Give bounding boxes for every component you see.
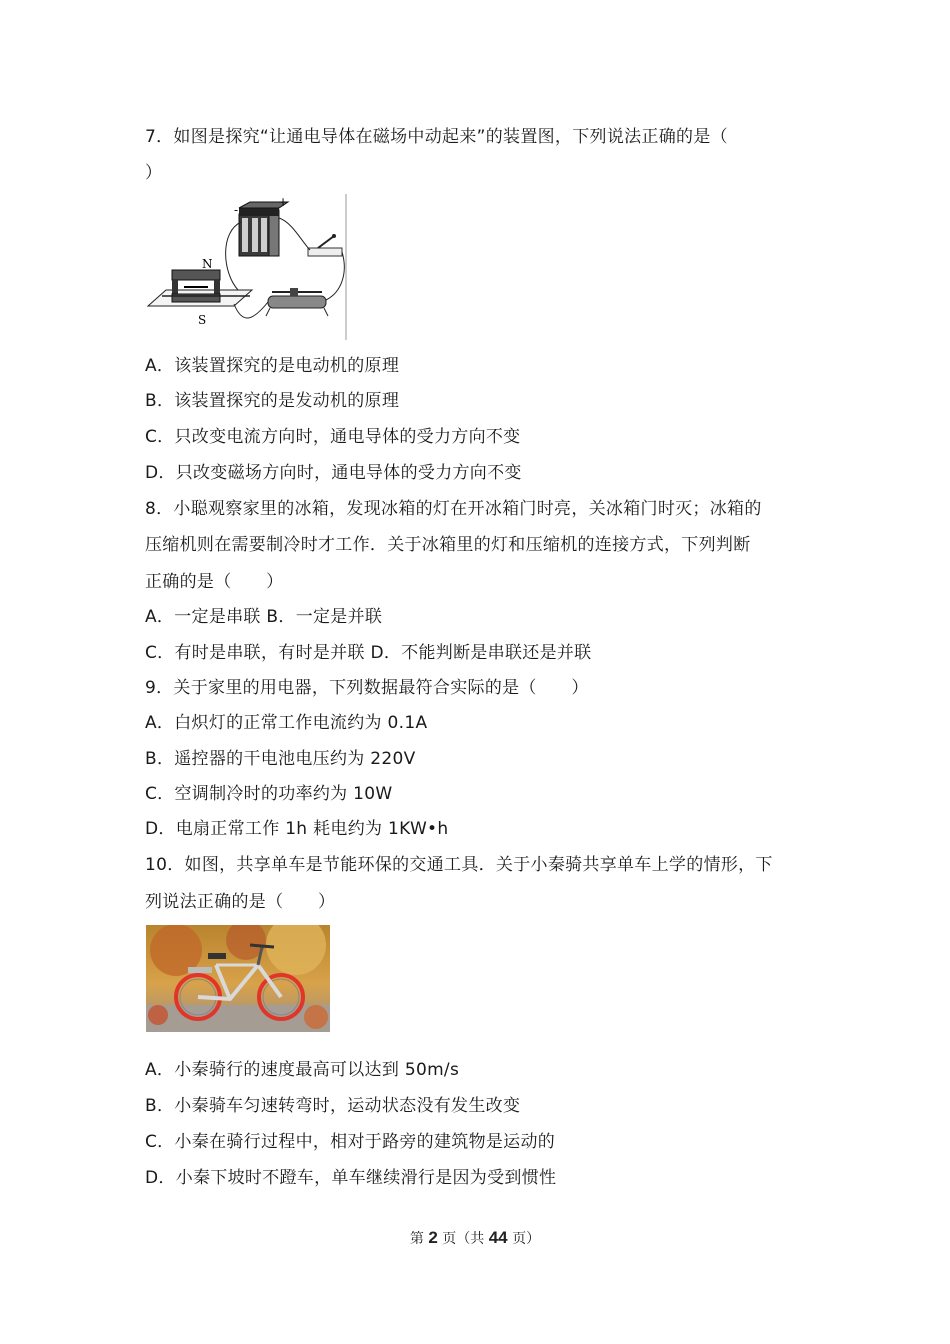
page-footer [0,1228,950,1248]
q8-stem-line1: 8．小聪观察家里的冰箱，发现冰箱的灯在开冰箱门时亮，关冰箱门时灭；冰箱的 [145,499,762,519]
q10-stem-line1: 10．如图，共享单车是节能环保的交通工具．关于小秦骑共享单车上学的情形，下 [145,855,773,875]
q9-option-c: C．空调制冷时的功率约为 10W [145,784,393,804]
footer-prefix: 第 [409,1231,429,1247]
minus-label: - [234,203,239,217]
switch-icon [308,234,342,256]
q10-option-b: B．小秦骑车匀速转弯时，运动状态没有发生改变 [145,1096,521,1116]
q10-option-c: C．小秦在骑行过程中，相对于路旁的建筑物是运动的 [145,1132,556,1152]
q7-option-c: C．只改变电流方向时，通电导体的受力方向不变 [145,427,521,447]
q10-stem-line2: 列说法正确的是（ ） [145,892,336,912]
battery-icon [239,202,288,256]
q7-apparatus-figure [142,192,352,342]
south-label: S [198,313,207,327]
plus-label: + [278,195,289,209]
q7-option-b: B．该装置探究的是发动机的原理 [145,391,400,411]
rheostat-icon [266,288,328,316]
footer-suffix: 页） [507,1231,541,1247]
footer-mid: 页（共 [437,1231,489,1247]
q7-option-d: D．只改变磁场方向时，通电导体的受力方向不变 [145,463,522,483]
q8-options-line2: C．有时是串联，有时是并联 D．不能判断是串联还是并联 [145,643,592,663]
footer-total-pages: 44 [488,1228,508,1247]
footer-page-number: 2 [428,1228,438,1247]
q7-option-a: A．该装置探究的是电动机的原理 [145,356,400,376]
q9-option-a: A．白炽灯的正常工作电流约为 0.1A [145,713,428,733]
q9-option-b: B．遥控器的干电池电压约为 220V [145,749,416,769]
q8-stem-line2: 压缩机则在需要制冷时才工作．关于冰箱里的灯和压缩机的连接方式，下列判断 [145,535,751,555]
q10-option-a: A．小秦骑行的速度最高可以达到 50m/s [145,1060,460,1080]
q10-bicycle-photo [146,925,330,1032]
q10-option-d: D．小秦下坡时不蹬车，单车继续滑行是因为受到惯性 [145,1168,557,1188]
q7-stem-line2: ） [145,163,163,183]
q9-option-d: D．电扇正常工作 1h 耗电约为 1KW•h [145,819,449,839]
q9-stem: 9．关于家里的用电器，下列数据最符合实际的是（ ） [145,678,589,698]
q8-stem-line3: 正确的是（ ） [145,572,284,592]
north-label: N [202,257,213,271]
q8-options-line1: A．一定是串联 B．一定是并联 [145,607,383,627]
q7-stem-line1: 7．如图是探究“让通电导体在磁场中动起来”的装置图，下列说法正确的是（ [145,127,728,147]
